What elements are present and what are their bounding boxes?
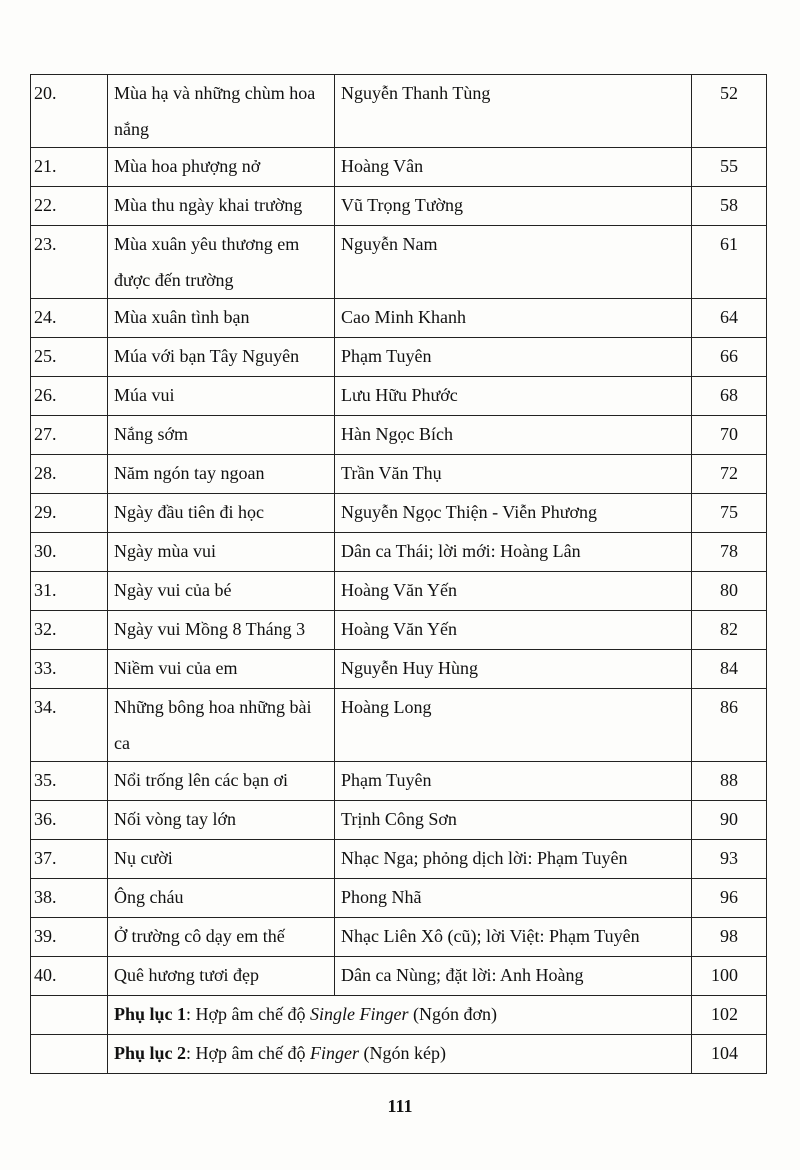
table-row (31, 226, 767, 299)
author-cell: Hàn Ngọc Bích (335, 416, 692, 455)
appendix-text-before: : Hợp âm chế độ (186, 1004, 311, 1024)
page-cell: 96 (692, 879, 767, 918)
num-cell: 29. (31, 494, 108, 533)
author-cell: Nhạc Liên Xô (cũ); lời Việt: Phạm Tuyên (335, 918, 692, 957)
table-row (31, 762, 767, 801)
num-cell: 37. (31, 840, 108, 879)
appendix-text-after: (Ngón đơn) (408, 1004, 498, 1024)
title-cell: Nối vòng tay lớn (108, 801, 335, 840)
song-rows (31, 75, 767, 996)
num-cell: 34. (31, 689, 108, 762)
table-row (31, 840, 767, 879)
author-cell: Nguyễn Thanh Tùng (335, 75, 692, 148)
table-row (31, 299, 767, 338)
table-row (31, 455, 767, 494)
page-cell: 80 (692, 572, 767, 611)
author-cell: Nhạc Nga; phỏng dịch lời: Phạm Tuyên (335, 840, 692, 879)
num-cell: 33. (31, 650, 108, 689)
author-cell: Hoàng Long (335, 689, 692, 762)
num-cell: 26. (31, 377, 108, 416)
title-cell: Múa với bạn Tây Nguyên (108, 338, 335, 377)
table-row (31, 918, 767, 957)
num-cell: 32. (31, 611, 108, 650)
page-cell: 61 (692, 226, 767, 299)
page-cell: 100 (692, 957, 767, 996)
author-cell: Vũ Trọng Tường (335, 187, 692, 226)
page-cell: 88 (692, 762, 767, 801)
author-cell: Phong Nhã (335, 879, 692, 918)
num-cell: 35. (31, 762, 108, 801)
page-cell: 72 (692, 455, 767, 494)
num-cell: 24. (31, 299, 108, 338)
table-row (31, 572, 767, 611)
title-cell: Ông cháu (108, 879, 335, 918)
page-cell: 78 (692, 533, 767, 572)
table-row (31, 689, 767, 762)
page-cell: 66 (692, 338, 767, 377)
appendix-mode: Finger (310, 1043, 360, 1063)
page-cell: 68 (692, 377, 767, 416)
title-cell: Múa vui (108, 377, 335, 416)
author-cell: Nguyễn Huy Hùng (335, 650, 692, 689)
num-cell: 39. (31, 918, 108, 957)
title-cell: Nổi trống lên các bạn ơi (108, 762, 335, 801)
author-cell: Nguyễn Nam (335, 226, 692, 299)
num-cell: 20. (31, 75, 108, 148)
table-row (31, 148, 767, 187)
num-cell: 25. (31, 338, 108, 377)
page-cell: 64 (692, 299, 767, 338)
appendix-text-after: (Ngón kép) (359, 1043, 447, 1063)
table-row (31, 338, 767, 377)
appendix-page-cell: 104 (692, 1035, 767, 1074)
author-cell: Lưu Hữu Phước (335, 377, 692, 416)
title-cell: Nụ cười (108, 840, 335, 879)
num-cell: 40. (31, 957, 108, 996)
appendix-mode: Single Finger (310, 1004, 409, 1024)
title-cell: Mùa xuân yêu thương em được đến trường (108, 226, 335, 299)
page-cell: 84 (692, 650, 767, 689)
title-cell: Quê hương tươi đẹp (108, 957, 335, 996)
page-cell: 75 (692, 494, 767, 533)
author-cell: Phạm Tuyên (335, 338, 692, 377)
page-cell: 93 (692, 840, 767, 879)
title-cell: Ngày vui của bé (108, 572, 335, 611)
num-cell: 22. (31, 187, 108, 226)
table-row (31, 801, 767, 840)
num-cell: 38. (31, 879, 108, 918)
table-row (31, 494, 767, 533)
num-cell: 28. (31, 455, 108, 494)
table-row (31, 75, 767, 148)
title-cell: Ngày đầu tiên đi học (108, 494, 335, 533)
appendix-row (31, 1035, 767, 1074)
title-cell: Mùa thu ngày khai trường (108, 187, 335, 226)
appendix-label: Phụ lục 2 (114, 1043, 187, 1063)
appendix-title-cell (108, 996, 692, 1035)
page-cell: 58 (692, 187, 767, 226)
page-cell: 82 (692, 611, 767, 650)
num-cell: 30. (31, 533, 108, 572)
appendix-title-cell (108, 1035, 692, 1074)
table-row (31, 377, 767, 416)
author-cell: Nguyễn Ngọc Thiện - Viễn Phương (335, 494, 692, 533)
table-row (31, 416, 767, 455)
song-index-table (30, 74, 767, 1074)
table-row (31, 611, 767, 650)
author-cell: Phạm Tuyên (335, 762, 692, 801)
title-cell: Năm ngón tay ngoan (108, 455, 335, 494)
appendix-num-cell (31, 996, 108, 1035)
author-cell: Hoàng Văn Yến (335, 611, 692, 650)
appendix-label: Phụ lục 1 (114, 1004, 187, 1024)
appendix-row (31, 996, 767, 1035)
author-cell: Trịnh Công Sơn (335, 801, 692, 840)
num-cell: 21. (31, 148, 108, 187)
title-cell: Mùa xuân tình bạn (108, 299, 335, 338)
appendix-num-cell (31, 1035, 108, 1074)
page-cell: 90 (692, 801, 767, 840)
num-cell: 36. (31, 801, 108, 840)
appendix-page-cell: 102 (692, 996, 767, 1035)
page-cell: 98 (692, 918, 767, 957)
num-cell: 27. (31, 416, 108, 455)
author-cell: Trần Văn Thụ (335, 455, 692, 494)
table-row (31, 650, 767, 689)
title-cell: Ngày vui Mồng 8 Tháng 3 (108, 611, 335, 650)
table-row (31, 879, 767, 918)
table-row (31, 187, 767, 226)
page-number: 111 (387, 1096, 413, 1116)
title-cell: Niềm vui của em (108, 650, 335, 689)
table-row (31, 533, 767, 572)
title-cell: Mùa hoa phượng nở (108, 148, 335, 187)
author-cell: Dân ca Nùng; đặt lời: Anh Hoàng (335, 957, 692, 996)
appendix-rows (31, 996, 767, 1074)
page-cell: 70 (692, 416, 767, 455)
title-cell: Những bông hoa những bài ca (108, 689, 335, 762)
appendix-text-before: : Hợp âm chế độ (186, 1043, 311, 1063)
page-cell: 86 (692, 689, 767, 762)
author-cell: Cao Minh Khanh (335, 299, 692, 338)
author-cell: Hoàng Văn Yến (335, 572, 692, 611)
title-cell: Ngày mùa vui (108, 533, 335, 572)
title-cell: Nắng sớm (108, 416, 335, 455)
author-cell: Dân ca Thái; lời mới: Hoàng Lân (335, 533, 692, 572)
table-row (31, 957, 767, 996)
title-cell: Mùa hạ và những chùm hoa nắng (108, 75, 335, 148)
title-cell: Ở trường cô dạy em thế (108, 918, 335, 957)
page-cell: 55 (692, 148, 767, 187)
num-cell: 23. (31, 226, 108, 299)
num-cell: 31. (31, 572, 108, 611)
page-cell: 52 (692, 75, 767, 148)
author-cell: Hoàng Vân (335, 148, 692, 187)
